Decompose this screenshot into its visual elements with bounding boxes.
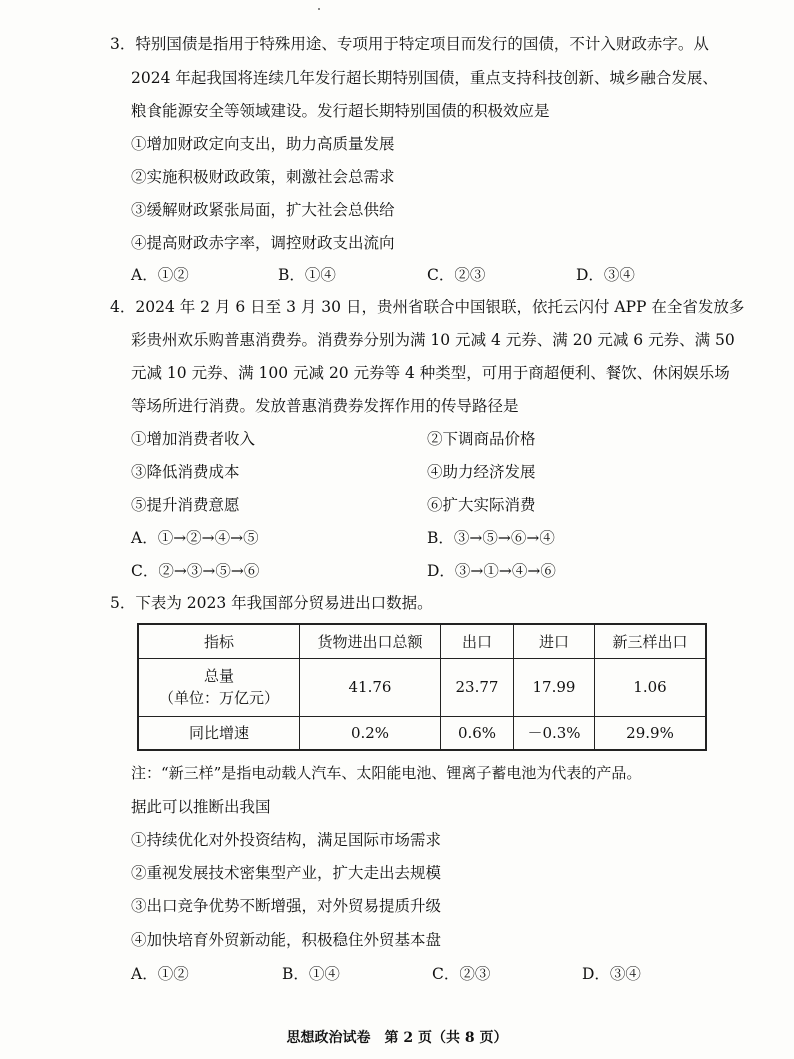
q3-item-2: ②实施积极财政政策，刺激社会总需求 [131, 168, 395, 186]
table-cell: 1.06 [595, 658, 707, 716]
table-cell: 0.2% [300, 716, 441, 750]
table-row-label [138, 658, 300, 716]
q4-option-c[interactable]: C．②→③→⑤→⑥ [131, 562, 260, 580]
q5-option-c[interactable]: C．②③ [432, 965, 491, 983]
table-cell: 17.99 [514, 658, 595, 716]
q4-item-6: ⑥扩大实际消费 [427, 496, 536, 514]
table-header-cell: 进口 [514, 624, 595, 658]
q4-item-1: ①增加消费者收入 [131, 430, 256, 448]
q5-option-d[interactable]: D．③④ [582, 965, 641, 983]
q3-option-d[interactable]: D．③④ [576, 266, 635, 284]
table-row-label: 同比增速 [138, 716, 300, 750]
table-header-cell: 货物进出口总额 [300, 624, 441, 658]
q5-option-a[interactable]: A．①② [131, 965, 189, 983]
q4-stem-line-4: 等场所进行消费。发放普惠消费券发挥作用的传导路径是 [131, 397, 519, 415]
q3-option-c[interactable]: C．②③ [427, 266, 486, 284]
q4-item-4: ④助力经济发展 [427, 463, 536, 481]
scan-speck [318, 8, 320, 10]
row-label-main: 总量 [203, 667, 234, 685]
q5-stem: 5．下表为 2023 年我国部分贸易进出口数据。 [110, 594, 433, 612]
q5-item-1: ①持续优化对外投资结构，满足国际市场需求 [131, 831, 442, 849]
table-row [138, 716, 706, 750]
row-label-unit: （单位：万亿元） [158, 689, 279, 707]
q3-item-3: ③缓解财政紧张局面，扩大社会总供给 [131, 201, 395, 219]
q4-item-5: ⑤提升消费意愿 [131, 496, 240, 514]
table-cell: 29.9% [595, 716, 707, 750]
q5-option-b[interactable]: B．①④ [282, 965, 340, 983]
table-header-cell: 新三样出口 [595, 624, 707, 658]
q4-item-3: ③降低消费成本 [131, 463, 240, 481]
q3-stem-line-2: 2024 年起我国将连续几年发行超长期特别国债，重点支持科技创新、城乡融合发展、 [131, 69, 718, 87]
table-header-cell: 指标 [138, 624, 300, 658]
q3-stem-line-1: 3．特别国债是指用于特殊用途、专项用于特定项目而发行的国债，不计入财政赤字。从 [110, 35, 709, 53]
table-cell: 23.77 [441, 658, 514, 716]
q3-option-a[interactable]: A．①② [131, 266, 189, 284]
q4-stem-line-3: 元减 10 元券、满 100 元减 20 元券等 4 种类型，可用于商超便利、餐饮、休闲娱乐场 [131, 364, 730, 382]
page-footer: 思想政治试卷 第 2 页（共 8 页） [286, 1030, 508, 1046]
q5-note: 注：“新三样”是指电动载人汽车、太阳能电池、锂离子蓄电池为代表的产品。 [131, 764, 642, 782]
q3-item-4: ④提高财政赤字率，调控财政支出流向 [131, 234, 395, 252]
q4-option-a[interactable]: A．①→②→④→⑤ [131, 529, 259, 547]
q3-item-1: ①增加财政定向支出，助力高质量发展 [131, 135, 395, 153]
q4-item-2: ②下调商品价格 [427, 430, 536, 448]
table-cell: －0.3% [514, 716, 595, 750]
q5-lead: 据此可以推断出我国 [131, 798, 271, 816]
q3-stem-line-3: 粮食能源安全等领域建设。发行超长期特别国债的积极效应是 [131, 102, 550, 120]
table-row [138, 658, 706, 716]
q4-option-d[interactable]: D．③→①→④→⑥ [427, 562, 556, 580]
q4-option-b[interactable]: B．③→⑤→⑥→④ [427, 529, 555, 547]
q4-stem-line-1: 4．2024 年 2 月 6 日至 3 月 30 日，贵州省联合中国银联，依托云闪付 APP 在全省发放多 [110, 298, 745, 316]
q5-item-2: ②重视发展技术密集型产业，扩大走出去规模 [131, 864, 442, 882]
q5-item-4: ④加快培育外贸新动能，积极稳住外贸基本盘 [131, 931, 442, 949]
table-header-cell: 出口 [441, 624, 514, 658]
q3-option-b[interactable]: B．①④ [278, 266, 336, 284]
q5-item-3: ③出口竞争优势不断增强，对外贸易提质升级 [131, 897, 442, 915]
q4-stem-line-2: 彩贵州欢乐购普惠消费券。消费券分别为满 10 元减 4 元券、满 20 元减 6 元券、满 50 [131, 331, 735, 349]
table-cell: 41.76 [300, 658, 441, 716]
table-cell: 0.6% [441, 716, 514, 750]
table-header-row [138, 624, 706, 658]
trade-data-table [137, 623, 707, 751]
